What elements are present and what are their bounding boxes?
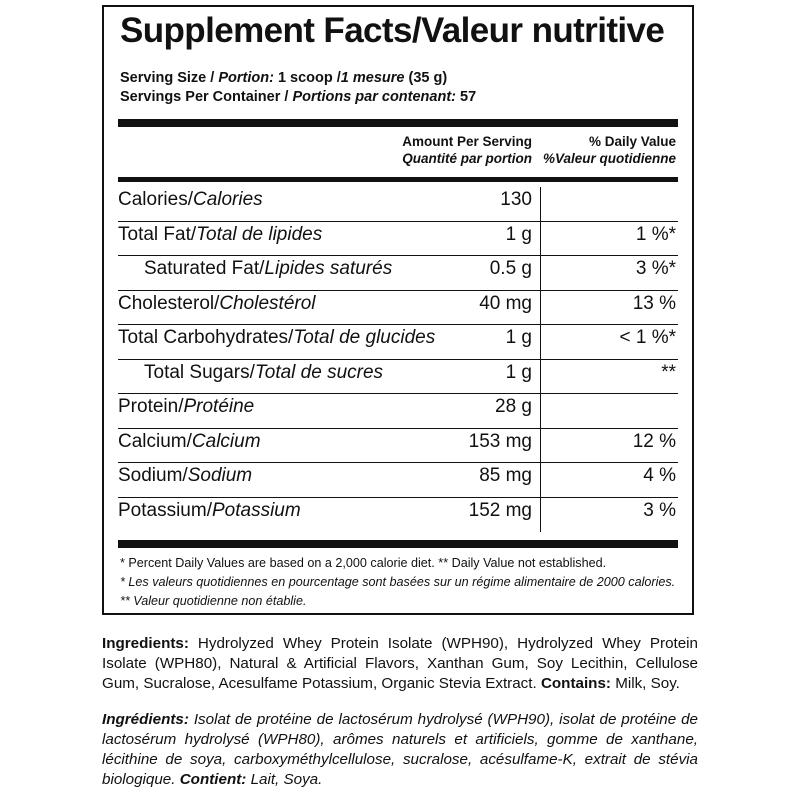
nutrient-amount: 0.5 g [489,258,532,279]
amount-header-en: Amount Per Serving [402,134,532,149]
ingredients-en [102,634,698,694]
contains-en-text: Milk, Soy. [610,675,680,692]
nutrient-name-fr: Calories [192,189,263,210]
nutrient-name-en: Protein/ [118,396,184,417]
nutrient-amount: 28 g [495,396,532,417]
nutrient-amount: 153 mg [468,430,532,452]
nutrient-name-en: Potassium/ [118,499,212,521]
nutrient-name [118,431,261,453]
footnote-fr: * Les valeurs quotidiennes en pourcentage sont basées sur un régime alimentaire de 2000 calories. [120,575,676,589]
nutrient-daily-value: 12 % [632,430,676,452]
nutrient-name [118,189,263,211]
medium-divider [118,177,678,182]
nutrient-name [118,465,252,487]
nutrient-name [118,327,435,349]
nutrient-name-fr: Potassium [211,499,301,521]
nutrient-daily-value: 3 %* [635,258,676,279]
nutrient-row [118,463,678,498]
nutrient-name-fr: Total de sucres [254,361,384,383]
nutrient-amount: 1 g [505,223,532,245]
dv-header-en: % Daily Value [588,134,676,149]
nutrient-name-en: Calcium/ [118,430,192,452]
nutrient-name-fr: Cholestérol [219,292,316,314]
column-divider [540,325,541,360]
nutrient-name-en: Total Carbohydrates/ [118,327,294,348]
nutrient-name-fr: Protéine [183,396,255,417]
nutrient-amount: 85 mg [479,465,532,486]
nutrient-row [118,429,678,464]
nutrient-row [118,498,678,533]
daily-value-header [543,133,676,167]
thick-divider-bottom [118,540,678,548]
nutrient-row [118,256,678,291]
servings-per-container-value: 57 [460,89,477,105]
nutrient-name [144,362,383,384]
amount-header-fr: Quantité par portion [402,151,532,166]
ingredients-en-text: Hydrolyzed Whey Protein Isolate (WPH90), Hydrolyzed Whey Protein Isolate (WPH80), Natural & Artificial Flavors, Xanthan Gum, Soy Lecithin, Cellulose Gum, Sucralose, Acesulfame Potassium, Organic Stevia Extract. [102,635,698,692]
nutrient-row [118,394,678,429]
nutrient-row [118,222,678,257]
nutrient-name-fr: Sodium [187,465,253,486]
nutrient-daily-value: 3 % [643,499,676,521]
nutrient-name [118,224,322,246]
nutrient-name [118,396,254,418]
servings-per-container-label: Servings Per Container / [120,89,293,105]
nutrient-daily-value: 1 %* [635,223,676,245]
nutrient-name-fr: Lipides saturés [264,258,393,279]
column-divider [540,187,541,222]
nutrient-row [118,291,678,326]
serving-size-value: 1 scoop / [277,70,341,86]
nutrient-amount: 152 mg [468,499,532,521]
contains-en-label: Contains: [540,675,611,692]
nutrient-name-en: Sodium/ [118,465,188,486]
nutrient-name-fr: Total de glucides [293,327,436,348]
label-title: Supplement Facts/Valeur nutritive [120,11,665,50]
contains-fr-text: Lait, Soya. [246,771,323,788]
nutrient-name-en: Calories/ [118,189,193,210]
nutrient-name-fr: Total de lipides [196,223,323,245]
nutrient-name-en: Total Sugars/ [144,361,255,383]
nutrient-name-en: Saturated Fat/ [144,258,265,279]
nutrient-row [118,325,678,360]
nutrient-name [118,293,316,315]
nutrient-row [118,360,678,395]
serving-size-value-fr: 1 mesure [340,70,405,86]
nutrient-daily-value: 4 % [643,465,676,486]
servings-per-container-line [120,89,476,105]
serving-size-line [120,70,447,86]
column-divider [540,463,541,498]
serving-size-label: Serving Size / [120,70,219,86]
nutrient-daily-value: 13 % [632,292,676,314]
nutrient-daily-value: ** [661,361,676,383]
nutrient-name-fr: Calcium [191,430,261,452]
ingredients-fr-label: Ingrédients: [102,711,189,728]
column-divider [540,498,541,533]
nutrient-amount: 130 [500,189,532,210]
ingredients-fr-text: Isolat de protéine de lactosérum hydrolysé (WPH90), isolat de protéine de lactosérum hydrolysé (WPH80), arômes naturels et artificiels, gomme de xanthane, lécithine de soya, carboxyméthylcellulose, sucralose, acésulfame-K, extrait de stévia biologique. [102,711,698,788]
nutrient-name [118,500,301,522]
serving-size-grams: (35 g) [404,70,448,86]
nutrient-name-en: Total Fat/ [118,223,197,245]
nutrient-amount: 40 mg [479,292,532,314]
ingredients-en-label: Ingredients: [102,635,189,652]
column-divider [540,360,541,395]
thick-divider [118,119,678,127]
dv-header-fr: %Valeur quotidienne [542,151,676,166]
column-divider [540,429,541,464]
nutrient-name-en: Cholesterol/ [118,292,220,314]
nutrient-amount: 1 g [505,327,532,348]
footnote-fr-2: ** Valeur quotidienne non établie. [120,594,307,608]
column-divider [540,256,541,291]
serving-size-label-fr: Portion: [218,70,278,86]
nutrient-daily-value: < 1 %* [619,327,676,348]
supplement-facts-panel [102,5,694,615]
nutrient-row [118,187,678,222]
column-divider [540,222,541,257]
servings-per-container-label-fr: Portions par contenant: [292,89,461,105]
ingredients-fr [102,710,698,790]
column-divider [540,291,541,326]
amount-per-serving-header [402,133,532,167]
nutrient-amount: 1 g [505,361,532,383]
contains-fr-label: Contient: [179,771,247,788]
column-divider [540,394,541,429]
footnote-en: * Percent Daily Values are based on a 2,000 calorie diet. ** Daily Value not established. [120,556,607,570]
nutrient-name [144,258,392,280]
